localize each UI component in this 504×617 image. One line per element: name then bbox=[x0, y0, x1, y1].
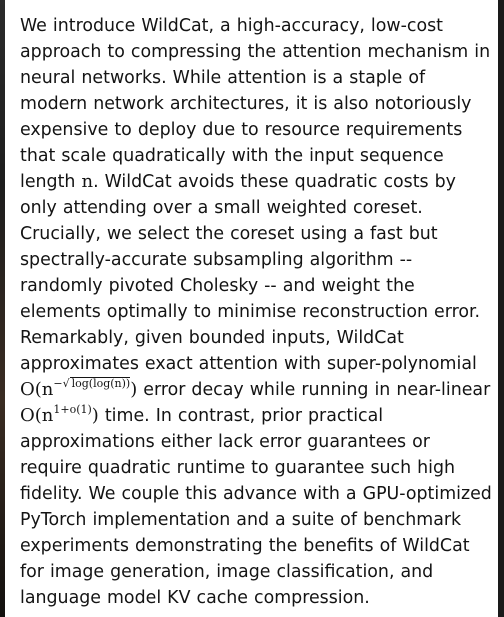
error-decay-close: ) bbox=[130, 379, 138, 400]
abstract-text bbox=[20, 13, 495, 611]
abstract-part-2: . WildCat avoids these quadratic costs by only attending over a small weighted coreset. Crucially, we select the coreset using a fast but spectrally-accurate subsampling algorithm -- randomly pivoted Cholesky -- and weight the elements optimally to minimise reconstruction error. Remarkably, given bounded inputs, WildCat approximates exact attention with super-polynomial bbox=[20, 172, 481, 374]
error-decay-base: O(n bbox=[20, 379, 54, 400]
sequence-length-variable: n bbox=[81, 171, 94, 192]
runtime-formula bbox=[20, 405, 99, 426]
runtime-close: ) bbox=[91, 405, 99, 426]
error-decay-formula bbox=[20, 379, 137, 400]
runtime-exponent: 1+o(1) bbox=[53, 403, 92, 416]
abstract-part-3: error decay while running in near-linear bbox=[137, 380, 491, 400]
abstract-part-1: We introduce WildCat, a high-accuracy, low-cost approach to compressing the attention mechanism in neural networks. While attention is a staple of modern network architectures, it is also notoriously expensive to deploy due to resource requirements that scale quadratically with the input sequence length bbox=[20, 16, 491, 192]
runtime-base: O(n bbox=[20, 405, 54, 426]
error-decay-exponent bbox=[53, 377, 130, 390]
abstract-card bbox=[5, 0, 498, 617]
abstract-part-4: time. In contrast, prior practical approximations either lack error guarantees or require quadratic runtime to guarantee such high fidelity. We couple this advance with a GPU-optimized PyTorch implementation and a suite of benchmark experiments demonstrating the benefits of WildCat for image generation, image classification, and language model KV cache compression. bbox=[20, 406, 492, 608]
error-decay-exponent-prefix: −√ bbox=[53, 377, 70, 390]
error-decay-radicand: log(log(n)) bbox=[71, 377, 131, 390]
background-edge-right bbox=[498, 0, 504, 617]
